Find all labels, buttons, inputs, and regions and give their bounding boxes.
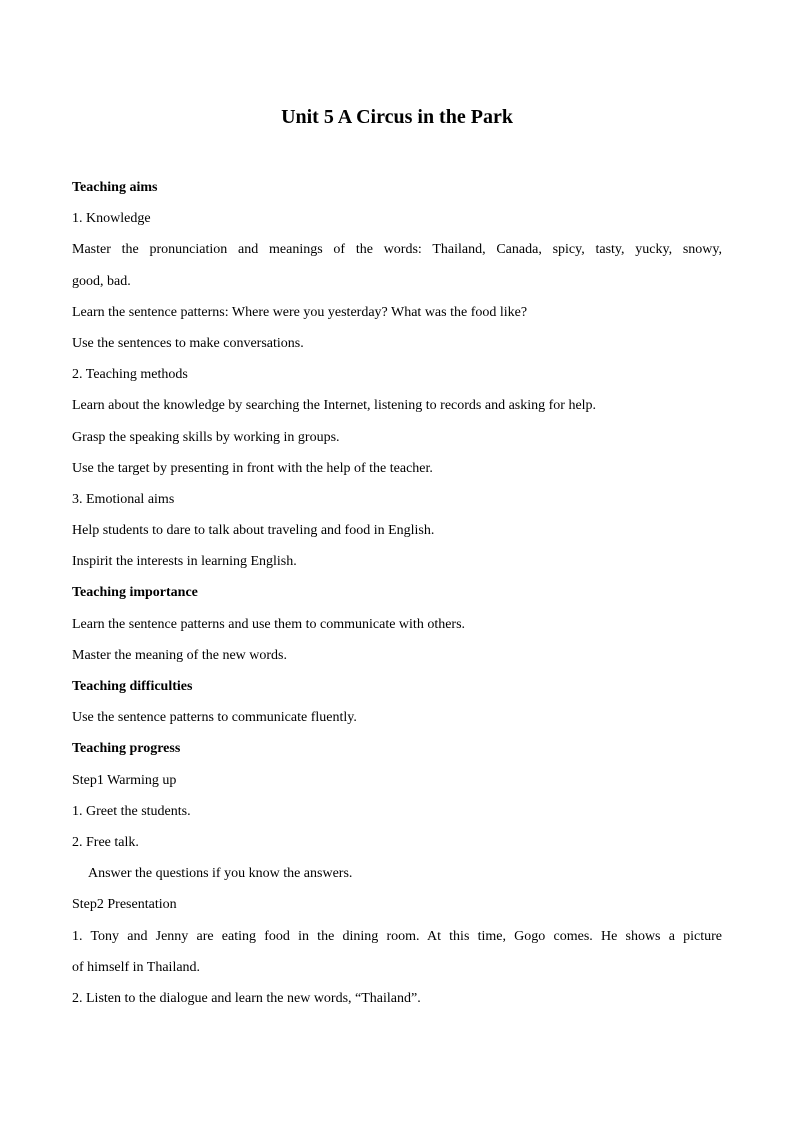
paragraph-line: Use the sentences to make conversations. — [72, 335, 304, 351]
paragraph-line: Master the meaning of the new words. — [72, 647, 287, 663]
section-heading-teaching-aims: Teaching aims — [72, 180, 158, 195]
paragraph-line: Grasp the speaking skills by working in groups. — [72, 429, 340, 445]
paragraph-line: 2. Listen to the dialogue and learn the new words, “Thailand”. — [72, 990, 421, 1006]
paragraph-line: Answer the questions if you know the answers. — [88, 866, 353, 882]
subheading-step1: Step1 Warming up — [72, 772, 177, 788]
paragraph-line: Learn about the knowledge by searching the Internet, listening to records and asking for help. — [72, 398, 597, 414]
subheading-emotional-aims: 3. Emotional aims — [72, 491, 175, 507]
subheading-teaching-methods: 2. Teaching methods — [72, 367, 188, 383]
paragraph-line: of himself in Thailand. — [72, 959, 201, 975]
paragraph-line: 1. Greet the students. — [72, 803, 191, 819]
subheading-knowledge: 1. Knowledge — [72, 211, 151, 227]
subheading-step2: Step2 Presentation — [72, 897, 177, 913]
document-body — [72, 172, 722, 1014]
paragraph-line: Master the pronunciation and meanings of the words: Thailand, Canada, spicy, tasty, yucky, snowy, — [72, 242, 722, 258]
paragraph-line: Learn the sentence patterns: Where were you yesterday? What was the food like? — [72, 304, 528, 320]
paragraph-line: Use the sentence patterns to communicate fluently. — [72, 710, 357, 726]
paragraph-line: 2. Free talk. — [72, 834, 139, 850]
paragraph-line: 1. Tony and Jenny are eating food in the dining room. At this time, Gogo comes. He shows a picture — [72, 928, 722, 944]
section-heading-teaching-progress: Teaching progress — [72, 741, 181, 757]
paragraph-line: Inspirit the interests in learning English. — [72, 554, 297, 570]
section-heading-teaching-importance: Teaching importance — [72, 585, 198, 601]
section-heading-teaching-difficulties: Teaching difficulties — [72, 679, 193, 694]
paragraph-line: Learn the sentence patterns and use them to communicate with others. — [72, 616, 466, 632]
paragraph-line: Use the target by presenting in front with the help of the teacher. — [72, 460, 433, 476]
paragraph-line: good, bad. — [72, 273, 131, 289]
paragraph-line: Help students to dare to talk about traveling and food in English. — [72, 523, 435, 539]
page-title: Unit 5 A Circus in the Park — [281, 106, 513, 128]
